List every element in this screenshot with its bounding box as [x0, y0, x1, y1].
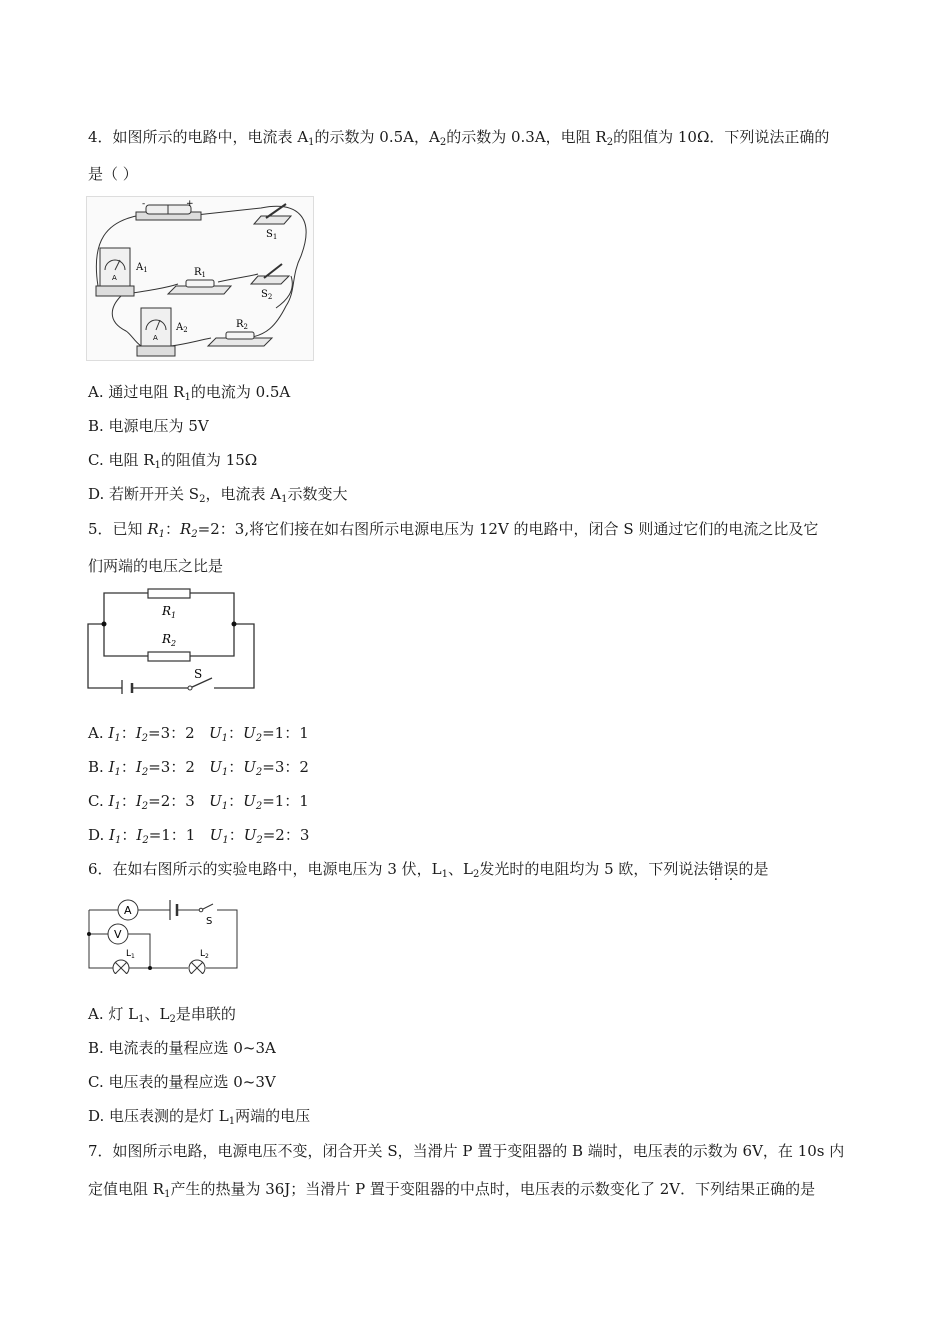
svg-text:A: A: [153, 334, 158, 342]
q5-switch-pivot: [188, 686, 192, 690]
q4-option-b[interactable]: B. 电源电压为 5V: [88, 417, 209, 435]
q4-option-a[interactable]: A. 通过电阻 $R_1$的电流为 0.5A: [88, 383, 291, 403]
q5-option-b[interactable]: B. $I_1$：$I_2=3$：2 $U_1$：$U_2=3$：2: [88, 758, 309, 778]
resistor-r2: [226, 332, 254, 339]
q6-option-a[interactable]: A. 灯 $L_1$、$L_2$是串联的: [88, 1005, 236, 1025]
svg-text:S: S: [206, 916, 213, 927]
q5-junction-left: [102, 622, 107, 627]
q5-label-s: S: [194, 667, 203, 681]
q5-label-r2: $R_2$: [162, 632, 177, 648]
battery-neg-label: -: [142, 199, 146, 209]
q6-circuit-figure: [86, 890, 242, 974]
q6-option-c[interactable]: C. 电压表的量程应选 0~3V: [88, 1073, 276, 1091]
q5-stem-line2: 们两端的电压之比是: [88, 557, 224, 575]
q4-circuit-figure: [86, 196, 316, 362]
switch-s1: [254, 216, 291, 224]
q5-option-d[interactable]: D. $I_1$：$I_2=1$：1 $U_1$：$U_2=2$：3: [88, 826, 310, 846]
q5-stem-line1: 5．已知 $R_1$：$R_2=2$：3,将它们接在如右图所示电源电压为 12V 的电路中，闭合 S 则通过它们的电流之比及它: [88, 520, 819, 540]
svg-text:R1: $R_1$: [194, 267, 206, 279]
q6-option-d[interactable]: D. 电压表测的是灯 $L_1$两端的电压: [88, 1107, 311, 1127]
svg-text:S2: $S_2$: [261, 289, 273, 301]
svg-text:L1: $L_1$: [126, 949, 135, 960]
resistor-r1: [186, 280, 214, 287]
q5-label-r1: $R_1$: [162, 604, 177, 620]
q4-option-d[interactable]: D. 若断开开关 $S_2$，电流表 $A_1$示数变大: [88, 485, 348, 505]
q5-resistor-r1: [148, 589, 190, 598]
q5-circuit-figure: [86, 588, 258, 694]
svg-text:A: A: [124, 904, 132, 917]
q5-option-a[interactable]: A. $I_1$：$I_2=3$：2 $U_1$：$U_2=1$：1: [88, 724, 309, 744]
q4-stem-line2: 是（ ）: [88, 165, 138, 183]
svg-text:V: V: [114, 928, 122, 941]
svg-text:A1: $A_1$: [136, 262, 148, 274]
q5-resistor-r2: [148, 652, 190, 661]
svg-text:R2: $R_2$: [236, 319, 248, 331]
q7-stem-line2: 定值电阻 $R_1$产生的热量为 36J；当滑片 P 置于变阻器的中点时，电压表的示数变化了 2V．下列结果正确的是: [88, 1180, 816, 1200]
svg-text:S1: $S_1$: [266, 229, 278, 241]
svg-text:A2: $A_2$: [176, 322, 188, 334]
q5-junction-right: [232, 622, 237, 627]
q4-stem-line1: 4．如图所示的电路中，电流表 $A_1$的示数为 0.5A，$A_2$的示数为 0.3A，电阻 $R_2$的阻值为 10Ω．下列说法正确的: [88, 128, 830, 148]
svg-text:A: A: [112, 274, 117, 282]
q5-option-c[interactable]: C. $I_1$：$I_2=2$：3 $U_1$：$U_2=1$：1: [88, 792, 309, 812]
q6-option-b[interactable]: B. 电流表的量程应选 0~3A: [88, 1039, 276, 1057]
q7-stem-line1: 7．如图所示电路，电源电压不变，闭合开关 S，当滑片 P 置于变阻器的 B 端时，电压表的示数为 6V，在 10s 内: [88, 1142, 845, 1160]
svg-text:L2: $L_2$: [200, 949, 209, 960]
battery-pos-label: +: [186, 199, 194, 209]
q6-stem: 6．在如右图所示的实验电路中，电源电压为 3 伏，$L_1$、$L_2$发光时的电阻均为 5 欧，下列说法错误的是: [88, 860, 769, 880]
q4-option-c[interactable]: C. 电阻 $R_1$的阻值为 15Ω: [88, 451, 258, 471]
